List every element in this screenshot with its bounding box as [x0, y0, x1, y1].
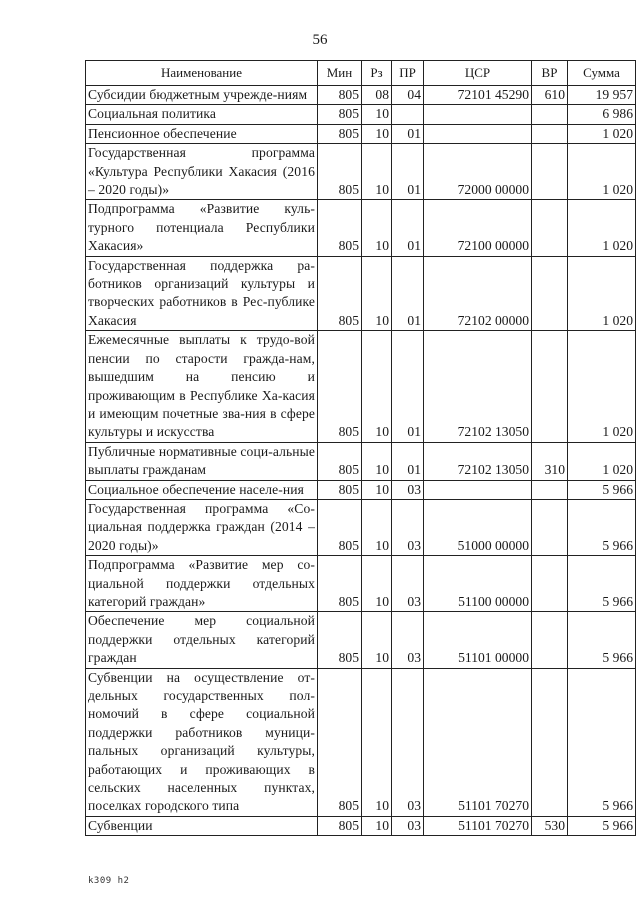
cell-vr	[532, 331, 568, 442]
cell-vr	[532, 105, 568, 124]
cell-name: Государственная программа «Со-циальная поддержка граждан (2014 – 2020 годы)»	[86, 499, 318, 555]
cell-name: Социальная политика	[86, 105, 318, 124]
cell-csr: 72100 00000	[424, 200, 532, 256]
cell-pr: 01	[392, 200, 424, 256]
cell-sum: 5 966	[568, 816, 636, 835]
cell-pr: 03	[392, 556, 424, 612]
cell-min: 805	[318, 499, 362, 555]
cell-csr: 72000 00000	[424, 144, 532, 200]
cell-min: 805	[318, 200, 362, 256]
cell-csr	[424, 480, 532, 499]
header-name: Наименование	[86, 61, 318, 86]
header-min: Мин	[318, 61, 362, 86]
cell-pr: 01	[392, 124, 424, 143]
cell-pr: 01	[392, 256, 424, 331]
cell-rz: 10	[362, 256, 392, 331]
cell-pr: 01	[392, 144, 424, 200]
cell-sum: 1 020	[568, 124, 636, 143]
cell-name: Ежемесячные выплаты к трудо-вой пенсии по старости гражда-нам, вышедшим на пенсию и проживающим в Республике Ха-касия и имеющим почетные зва-ния в сфере культуры и искусства	[86, 331, 318, 442]
cell-min: 805	[318, 816, 362, 835]
cell-vr	[532, 256, 568, 331]
table-row	[86, 144, 636, 200]
cell-csr	[424, 105, 532, 124]
cell-rz: 10	[362, 816, 392, 835]
cell-min: 805	[318, 480, 362, 499]
cell-rz: 10	[362, 144, 392, 200]
cell-rz: 10	[362, 612, 392, 668]
cell-rz: 10	[362, 480, 392, 499]
page-number: 56	[312, 32, 328, 48]
cell-min: 805	[318, 86, 362, 105]
cell-min: 805	[318, 668, 362, 816]
cell-csr: 72102 13050	[424, 331, 532, 442]
cell-min: 805	[318, 144, 362, 200]
cell-min: 805	[318, 124, 362, 143]
table-row	[86, 256, 636, 331]
cell-sum: 5 966	[568, 668, 636, 816]
cell-sum: 1 020	[568, 331, 636, 442]
cell-vr: 310	[532, 442, 568, 480]
cell-rz: 10	[362, 105, 392, 124]
cell-csr: 72101 45290	[424, 86, 532, 105]
cell-name: Субсидии бюджетным учрежде-ниям	[86, 86, 318, 105]
cell-csr: 72102 00000	[424, 256, 532, 331]
cell-min: 805	[318, 256, 362, 331]
cell-rz: 10	[362, 499, 392, 555]
cell-pr: 03	[392, 499, 424, 555]
table-row	[86, 480, 636, 499]
cell-vr	[532, 668, 568, 816]
cell-name: Социальное обеспечение населе-ния	[86, 480, 318, 499]
cell-rz: 08	[362, 86, 392, 105]
table-body	[86, 86, 636, 836]
cell-sum: 5 966	[568, 612, 636, 668]
table-row	[86, 556, 636, 612]
cell-vr	[532, 499, 568, 555]
cell-min: 805	[318, 331, 362, 442]
header-sum: Сумма	[568, 61, 636, 86]
cell-name: Субвенции на осуществление от-дельных государственных пол-номочий в сфере социальной поддержки работников муници-пальных организаций культуры, работающих и проживающих в сельских населенных пунктах, поселках городского типа	[86, 668, 318, 816]
cell-vr	[532, 144, 568, 200]
cell-pr	[392, 105, 424, 124]
cell-sum: 19 957	[568, 86, 636, 105]
cell-rz: 10	[362, 668, 392, 816]
cell-sum: 1 020	[568, 442, 636, 480]
cell-vr: 610	[532, 86, 568, 105]
cell-pr: 03	[392, 480, 424, 499]
cell-pr: 01	[392, 442, 424, 480]
cell-csr: 51100 00000	[424, 556, 532, 612]
header-pr: ПР	[392, 61, 424, 86]
footer-code: k309 h2	[88, 876, 130, 886]
cell-rz: 10	[362, 556, 392, 612]
cell-pr: 01	[392, 331, 424, 442]
cell-rz: 10	[362, 200, 392, 256]
cell-name: Субвенции	[86, 816, 318, 835]
cell-min: 805	[318, 105, 362, 124]
table-row	[86, 124, 636, 143]
cell-vr	[532, 556, 568, 612]
cell-sum: 1 020	[568, 200, 636, 256]
cell-csr: 51101 00000	[424, 612, 532, 668]
cell-vr	[532, 480, 568, 499]
cell-min: 805	[318, 556, 362, 612]
cell-vr	[532, 612, 568, 668]
table-row	[86, 816, 636, 835]
cell-rz: 10	[362, 331, 392, 442]
budget-table	[85, 60, 636, 836]
cell-pr: 03	[392, 612, 424, 668]
cell-csr	[424, 124, 532, 143]
table-header-row	[86, 61, 636, 86]
table-row	[86, 612, 636, 668]
table-row	[86, 86, 636, 105]
cell-sum: 1 020	[568, 144, 636, 200]
cell-name: Публичные нормативные соци-альные выплаты гражданам	[86, 442, 318, 480]
cell-rz: 10	[362, 442, 392, 480]
cell-name: Подпрограмма «Развитие куль-турного потенциала Республики Хакасия»	[86, 200, 318, 256]
cell-rz: 10	[362, 124, 392, 143]
cell-pr: 04	[392, 86, 424, 105]
cell-vr	[532, 124, 568, 143]
table-row	[86, 499, 636, 555]
cell-vr: 530	[532, 816, 568, 835]
cell-min: 805	[318, 612, 362, 668]
table-row	[86, 200, 636, 256]
cell-csr: 72102 13050	[424, 442, 532, 480]
cell-sum: 5 966	[568, 499, 636, 555]
table-row	[86, 668, 636, 816]
header-vr: ВР	[532, 61, 568, 86]
cell-name: Подпрограмма «Развитие мер со-циальной поддержки отдельных категорий граждан»	[86, 556, 318, 612]
cell-min: 805	[318, 442, 362, 480]
cell-vr	[532, 200, 568, 256]
cell-pr: 03	[392, 668, 424, 816]
table-row	[86, 442, 636, 480]
table-row	[86, 331, 636, 442]
cell-name: Пенсионное обеспечение	[86, 124, 318, 143]
cell-name: Государственная программа «Культура Республики Хакасия (2016 – 2020 годы)»	[86, 144, 318, 200]
cell-sum: 6 986	[568, 105, 636, 124]
cell-sum: 5 966	[568, 480, 636, 499]
cell-csr: 51101 70270	[424, 816, 532, 835]
header-rz: Рз	[362, 61, 392, 86]
cell-sum: 5 966	[568, 556, 636, 612]
table-row	[86, 105, 636, 124]
cell-name: Обеспечение мер социальной поддержки отдельных категорий граждан	[86, 612, 318, 668]
cell-sum: 1 020	[568, 256, 636, 331]
cell-csr: 51000 00000	[424, 499, 532, 555]
cell-pr: 03	[392, 816, 424, 835]
header-csr: ЦСР	[424, 61, 532, 86]
cell-csr: 51101 70270	[424, 668, 532, 816]
cell-name: Государственная поддержка ра-ботников организаций культуры и творческих работников в Рес-публике Хакасия	[86, 256, 318, 331]
